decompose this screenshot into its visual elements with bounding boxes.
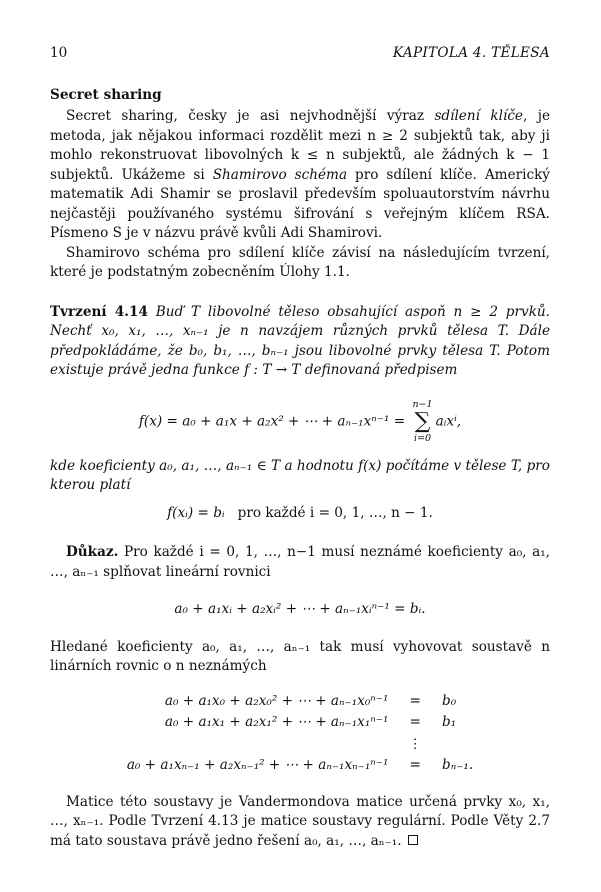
- intro-paragraph-1: Secret sharing, česky je asi nejvhodnější výraz sdílení klíče, je metoda, jak nějakou informaci rozdělit mezi n ≥ 2 subjektů tak, aby ji mohlo rekonstruovat libovolných k ≤ n subjektů, ale žádných k − 1 subjektů. Ukážeme si Shamirovo schéma pro sdílení klíče. Americký matematik Adi Shamir se proslavil především spoluautorstvím návrhu nejčastěji používaného systému šifrování s veřejným klíčem RSA. Písmeno S je v názvu právě kvůli Adi Shamirovi.: [50, 108, 550, 241]
- proof-system-intro: Hledané koeficienty a₀, a₁, …, aₙ₋₁ tak musí vyhovovat soustavě n linárních rovnic o n neznámých: [50, 638, 550, 674]
- chapter-title: KAPITOLA 4. TĚLESA: [392, 45, 550, 61]
- proof: [50, 543, 550, 851]
- proof-intro: Důkaz. Pro každé i = 0, 1, …, n−1 musí neznámé koeficienty a₀, a₁, …, aₙ₋₁ splňovat lineární rovnici: [50, 544, 550, 580]
- theorem-text: Buď T libovolné těleso obsahující aspoň n ≥ 2 prvků. Nechť x₀, x₁, …, xₙ₋₁ je n navzájem různých prvků tělesa T. Dále předpokládáme, že b₀, b₁, …, bₙ₋₁ jsou libovolné prvky tělesa T. Potom existuje právě jedna funkce f : T → T definovaná předpisem: [50, 303, 551, 378]
- page-number: 10: [50, 45, 68, 61]
- intro-paragraph-2: Shamirovo schéma pro sdílení klíče závisí na následujícím tvrzení, které je podstatným zobecněním Úlohy 1.1.: [50, 244, 550, 280]
- system-row: a₀ + a₁x₀ + a₂x₀² + ⋯ + aₙ₋₁x₀ⁿ⁻¹ = b₀: [164, 692, 457, 709]
- system-row: a₀ + a₁x₁ + a₂x₁² + ⋯ + aₙ₋₁x₁ⁿ⁻¹ = b₁: [164, 714, 457, 730]
- sum-operator: n−1 ∑ i=0: [412, 398, 433, 444]
- equation-system: [121, 691, 479, 777]
- section-title: Secret sharing: [50, 86, 162, 103]
- running-header: [50, 44, 550, 64]
- theorem-4-14: [50, 303, 550, 381]
- proof-conclusion: Matice této soustavy je Vandermondova matice určená prvky x₀, x₁, …, xₙ₋₁. Podle Tvrzení 4.13 je matice soustavy regulární. Podle Věty 2.7 má tato soustava právě jedno řešení a₀, a₁, …, aₙ₋₁.: [50, 793, 550, 849]
- page: [50, 44, 550, 851]
- system-row: a₀ + a₁xₙ₋₁ + a₂xₙ₋₁² + ⋯ + aₙ₋₁xₙ₋₁ⁿ⁻¹ = bₙ₋₁.: [126, 757, 474, 773]
- theorem-label: Tvrzení 4.14: [50, 303, 148, 320]
- interpolation-condition: f(xᵢ) = bᵢ pro každé i = 0, 1, …, n − 1.: [167, 504, 433, 521]
- linear-equation: a₀ + a₁xᵢ + a₂xᵢ² + ⋯ + aₙ₋₁xᵢⁿ⁻¹ = bᵢ.: [174, 601, 426, 617]
- qed-symbol: [408, 835, 418, 845]
- theorem-continuation: kde koeficienty a₀, a₁, …, aₙ₋₁ ∈ T a hodnotu f(x) počítáme v tělese T, pro kterou platí: [50, 457, 550, 493]
- system-row: ⋮: [408, 735, 423, 752]
- polynomial-formula: f(x) = a₀ + a₁x + a₂x² + ⋯ + aₙ₋₁xⁿ⁻¹ = n−1 ∑ i=0 aᵢxⁱ,: [138, 398, 462, 444]
